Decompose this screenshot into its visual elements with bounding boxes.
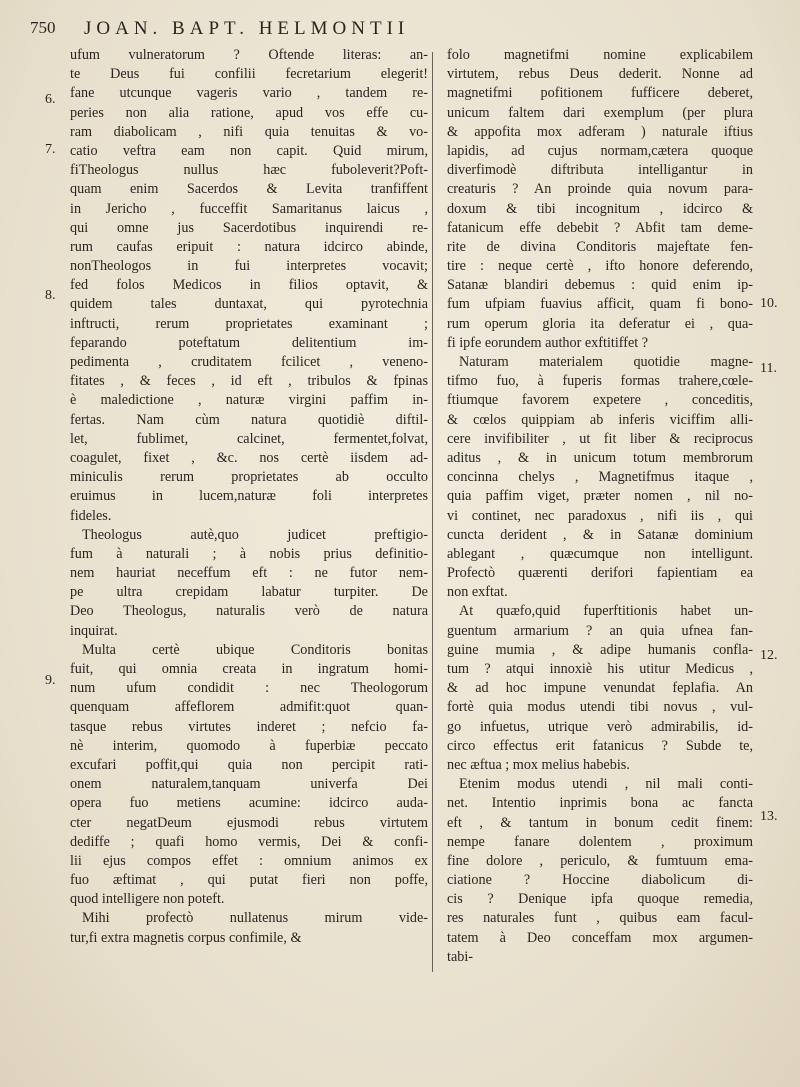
text-line: inquirat. [70, 622, 118, 639]
text-line: fum à naturali ; à nobis prius definitio- [70, 545, 428, 562]
text-line: quam enim Sacerdos & Levita tranfiffent [70, 181, 428, 198]
text-line: rum operum gloria ita deferatur ei , qua- [447, 315, 753, 332]
text-line: pe ultra crepidam labatur turpiter. De [70, 584, 428, 601]
text-line: rum caufas eripuit : natura idcirco abinde, [70, 238, 428, 255]
text-line: fuo æftimat , qui putat fieri non poffe, [70, 872, 428, 889]
text-line: ciatione ? Hoccine diabolicum di- [447, 872, 753, 889]
text-line: feparando poteftatum delitentium im- [70, 334, 428, 351]
text-line: fum ufpiam fuavius afficit, quam fi bono- [447, 296, 753, 313]
page-number: 750 [30, 18, 56, 37]
text-line: miniculis rerum proprietates ab occulto [70, 469, 428, 486]
text-line: magnetifmi pofitionem fufficere deberet, [447, 85, 753, 102]
text-line: go infuetus, utrique verò admirabilis, id- [447, 718, 753, 735]
text-line: cis ? Denique ipfa quoque remedia, [447, 891, 753, 908]
text-line: excufari poffit,qui quia non percipit rati- [70, 756, 428, 773]
margin-number: 6. [45, 92, 56, 107]
text-line: quia paffim viget, præter nomen , nil no- [447, 488, 753, 505]
text-line: rite de divina Conditoris majeftate fen- [447, 238, 753, 255]
text-line: inftructi, rerum proprietates examinant ; [70, 315, 428, 332]
text-line: fuit, qui omnia creata in ingratum homi- [70, 661, 428, 677]
text-line: tire : neque certè , ifto honore deferendo, [447, 258, 753, 275]
text-line: fed folos Medicos in filios optavit, & [70, 277, 428, 294]
text-line: lapidis, ad cujus normam,cætera quoque [447, 142, 753, 159]
text-line: catio veftra eam non capit. Quid mirum, [70, 142, 428, 159]
text-line: nem hauriat neceffum eft : ne futor nem- [70, 565, 428, 582]
text-line: opera fuo metiens acumine: idcirco auda- [70, 795, 428, 812]
text-line: & appofita mox adferam ) naturale iftius [447, 123, 753, 140]
text-line: diverfimodè diftributa intelligantur in [447, 162, 753, 179]
running-title: JOAN. BAPT. HELMONTII [84, 18, 410, 39]
text-line: res naturales funt , quibus eam facul- [447, 910, 753, 927]
text-line: nec æftua ; mox melius habebis. [447, 756, 630, 773]
text-line: tur,fi extra magnetis corpus confimile, & [70, 929, 302, 946]
text-line: nempe fanare dolentem , proximum [447, 833, 753, 850]
text-line: eft , & tantum in bonum cedit finem: [447, 814, 753, 831]
text-line: cter negatDeum ejusmodi rebus virtutem [70, 814, 428, 831]
margin-number: 9. [45, 673, 56, 688]
text-line: & cœlos quippiam ab inferis viciffim alli- [447, 411, 753, 428]
text-line: cere invifibiliter , ut fit liber & reciprocus [447, 430, 753, 447]
text-line: coagulet, fixet , &c. nos certè iisdem ad- [70, 449, 428, 466]
text-line: fiTheologus nullus hæc fuboleverit?Poft- [70, 162, 428, 179]
text-line: eruimus in lucem,naturæ foli interpretes [70, 488, 428, 505]
text-line: let, fublimet, calcinet, fermentet,folvat, [70, 430, 428, 447]
text-line: doxum & tibi incognitum , idcirco & [447, 200, 753, 217]
text-line: tifmo fuo, à fuperis formas trahere,cœle- [447, 373, 753, 390]
text-line: fatanicum effe debebit ? Abfit tam deme- [447, 219, 753, 236]
text-line: te Deus fui confilii fecretarium elegerit! [70, 66, 428, 83]
text-line: qui omne jus Sacerdotibus inquirendi re- [70, 219, 428, 236]
text-line: dediffe ; quafi homo vermis, Dei & confi- [70, 833, 428, 850]
running-header [30, 18, 730, 44]
margin-number: 10. [760, 296, 778, 311]
text-line: net. Intentio inprimis bona ac fancta [447, 795, 753, 812]
text-line: ftiumque favorem expetere , conceditis, [447, 392, 753, 409]
text-line: virtutem, rebus Deus dederit. Nonne ad [447, 66, 753, 83]
text-line: quidem tales duntaxat, qui pyrotechnia [70, 296, 428, 313]
text-line: quod intelligere non poteft. [70, 891, 225, 908]
margin-number: 7. [45, 142, 56, 157]
text-line: fideles. [70, 507, 112, 524]
text-line: Profectò quærenti derifori fapientiam ea [447, 565, 753, 582]
text-line: onem naturalem,tanquam univerfa Dei [70, 776, 428, 793]
text-line: & ad hoc impune venundat feplafia. An [447, 680, 753, 697]
text-line: non exftat. [447, 584, 508, 601]
text-line: pedimenta , cruditatem fcilicet , veneno- [70, 354, 428, 370]
text-line: Mihi profectò nullatenus mirum vide- [82, 910, 428, 927]
text-line: aditus , & in unicum totum membrorum [447, 449, 753, 466]
text-line: num ufum condidit : nec Theologorum [70, 680, 428, 697]
text-line: tum ? atqui innoxiè his utitur Medicus , [447, 661, 753, 677]
text-line: fortè quia modus utendi tibi novus , vul- [447, 699, 753, 716]
text-line: creaturis ? An proinde quia novum para- [447, 181, 753, 198]
text-line: Theologus autè,quo judicet preftigio- [82, 526, 428, 543]
text-line: fine dolore , periculo, & fumtuum ema- [447, 852, 753, 869]
left-text-column [70, 46, 428, 948]
margin-number: 13. [760, 809, 778, 824]
text-line: Multa certè ubique Conditoris bonitas [82, 641, 428, 658]
text-line: tatem à Deo conceffam mox argumen- [447, 929, 753, 946]
margin-number: 8. [45, 288, 56, 303]
text-line: peries non alia ratione, apud vos effe cu- [70, 104, 428, 121]
text-line: fitates , & feces , id eft , tribulos & fpinas [70, 373, 428, 390]
column-divider [432, 52, 433, 972]
text-line: concinna chelys , Magnetifmus itaque , [447, 469, 753, 486]
text-line: quenquam affeflorem admifit:quot quan- [70, 699, 428, 716]
text-line: cuncta derident , & in Satanæ dominium [447, 526, 753, 543]
text-line: fi ipfe eorundem author exftitiffet ? [447, 334, 649, 351]
text-line: circo effectus erit fatanicus ? Subde te, [447, 737, 753, 754]
text-line: ufum vulneratorum ? Oftende literas: an- [70, 47, 428, 63]
text-line: è maledictione , naturæ virgini paffim in- [70, 392, 428, 409]
text-line: guine mumia , & adipe humanis confla- [447, 641, 753, 658]
margin-number: 12. [760, 648, 778, 663]
text-line: nonTheologos in fui interpretes vocavit; [70, 258, 428, 275]
text-line: Etenim modus utendi , nil mali conti- [459, 776, 753, 793]
text-line: guentum armarium ? an quia ufnea fan- [447, 622, 753, 639]
right-text-column [447, 46, 753, 967]
text-line: vi continet, nec paradoxus , nifi iis , qui [447, 507, 753, 524]
text-line: tasque rebus virtutes inderet ; nefcio fa- [70, 718, 428, 735]
margin-number: 11. [760, 361, 777, 376]
text-line: ablegant , quæcumque non intelligunt. [447, 545, 753, 562]
text-line: fane utcunque vageris vario , tandem re- [70, 85, 428, 102]
text-line: Naturam materialem quotidie magne- [459, 354, 753, 370]
text-line: At quæfo,quid fuperftitionis habet un- [459, 603, 753, 620]
text-line: tabi- [447, 948, 473, 965]
text-line: lii ejus compos effet : omnium animos ex [70, 852, 428, 869]
text-line: in Jericho , fucceffit Samaritanus laicus , [70, 200, 428, 217]
text-line: unicum faltem dari exemplum (per plura [447, 104, 753, 121]
text-line: fertas. Nam cùm natura quotidiè diftil- [70, 411, 428, 428]
text-line: folo magnetifmi nomine explicabilem [447, 47, 753, 63]
text-line: Deo Theologus, naturalis verò de natura [70, 603, 428, 620]
text-line: ram diabolicam , nifi quia tenuitas & vo- [70, 123, 428, 140]
text-line: Satanæ blandiri debemus : quid enim ip- [447, 277, 753, 294]
text-line: nè interim, quomodo à fuperbiæ peccato [70, 737, 428, 754]
